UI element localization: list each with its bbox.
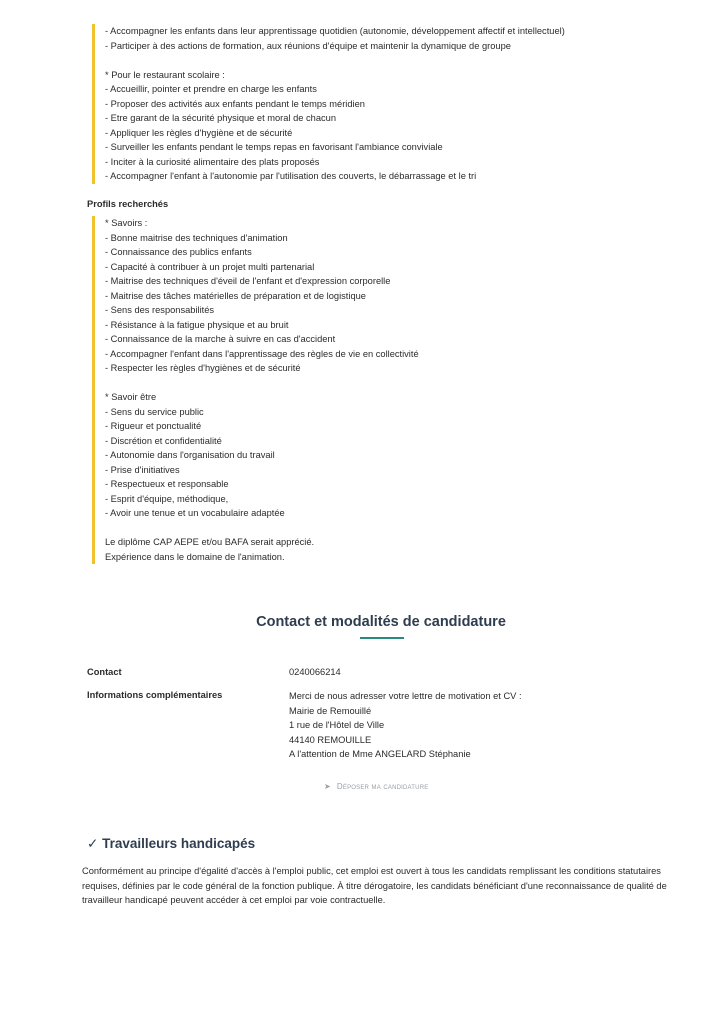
contact-title: Contact et modalités de candidature xyxy=(256,614,506,630)
line: - Maitrise des tâches matérielles de préparation et de logistique xyxy=(105,290,366,301)
line: - Avoir une tenue et un vocabulaire adaptée xyxy=(105,508,285,518)
line: * Savoir être xyxy=(105,392,157,402)
line: - Esprit d'équipe, méthodique, xyxy=(105,493,229,504)
line: - Etre garant de la sécurité physique et moral de chacun xyxy=(105,113,337,123)
line: - Surveiller les enfants pendant le temps repas en favorisant l'ambiance conviviale xyxy=(105,142,443,152)
line: - Prise d'initiatives xyxy=(105,464,180,475)
missions-block xyxy=(92,24,565,184)
line: - Autonomie dans l'organisation du travail xyxy=(105,450,275,460)
line: - Proposer des activités aux enfants pendant le temps méridien xyxy=(105,98,365,109)
line: - Inciter à la curiosité alimentaire des plats proposés xyxy=(105,156,320,167)
line: - Appliquer les règles d'hygiène et de sécurité xyxy=(105,127,293,138)
line: * Savoirs : xyxy=(105,218,148,228)
handicap-text: Conformément au principe d'égalité d'accès à l'emploi public, cet emploi est ouvert à tous les candidats remplissant les conditions statutaires requises, définies par le code général de la fonction publique. À titre dérogatoire, les candidats bénéficiant d'une reconnaissance de qualité de travailleur handicapé peuvent accéder à cet emploi par voie contractuelle. xyxy=(82,866,667,905)
line: - Rigueur et ponctualité xyxy=(105,421,202,431)
apply-button-label: Déposer ma candidature xyxy=(336,782,429,791)
line: - Sens des responsabilités xyxy=(105,305,215,315)
line: Le diplôme CAP AEPE et/ou BAFA serait apprécié. xyxy=(105,537,315,547)
profils-block xyxy=(92,216,419,564)
send-icon: ➤ xyxy=(324,782,331,791)
info-line: A l'attention de Mme ANGELARD Stéphanie xyxy=(289,749,471,759)
handicap-title xyxy=(87,836,255,852)
info-line: 1 rue de l'Hôtel de Ville xyxy=(289,720,385,730)
contact-label: Contact xyxy=(87,667,122,677)
line xyxy=(105,521,419,536)
line: - Participer à des actions de formation, aux réunions d'équipe et maintenir la dynamique de groupe xyxy=(105,40,511,51)
line: - Accueillir, pointer et prendre en charge les enfants xyxy=(105,84,317,94)
line: - Résistance à la fatigue physique et au bruit xyxy=(105,319,289,330)
line: - Accompagner l'enfant à l'autonomie par l'utilisation des couverts, le débarrassage et le tri xyxy=(105,171,477,181)
line: - Sens du service public xyxy=(105,406,204,417)
line: * Pour le restaurant scolaire : xyxy=(105,69,225,80)
line xyxy=(105,53,565,68)
info-label: Informations complémentaires xyxy=(87,690,223,700)
info-value xyxy=(289,689,522,762)
line: - Bonne maitrise des techniques d'animation xyxy=(105,232,288,243)
info-line: Mairie de Remouillé xyxy=(289,705,372,716)
line: - Maitrise des techniques d'éveil de l'enfant et d'expression corporelle xyxy=(105,276,391,286)
contact-value: 0240066214 xyxy=(289,667,341,677)
title-underline xyxy=(360,637,404,639)
line: - Connaissance de la marche à suivre en cas d'accident xyxy=(105,334,336,344)
line xyxy=(105,376,419,391)
profils-label: Profils recherchés xyxy=(87,199,169,209)
check-icon: ✓ xyxy=(87,836,99,851)
line: - Connaissance des publics enfants xyxy=(105,247,252,257)
line: - Capacité à contribuer à un projet multi partenarial xyxy=(105,261,315,272)
line: - Discrétion et confidentialité xyxy=(105,435,222,446)
info-line: 44140 REMOUILLE xyxy=(289,734,372,745)
line: - Respectueux et responsable xyxy=(105,479,229,489)
apply-button[interactable] xyxy=(324,782,428,791)
line: - Accompagner les enfants dans leur apprentissage quotidien (autonomie, développement affectif et intellectuel) xyxy=(105,26,565,36)
line: Expérience dans le domaine de l'animation. xyxy=(105,551,285,562)
info-line: Merci de nous adresser votre lettre de motivation et CV : xyxy=(289,691,522,701)
line: - Accompagner l'enfant dans l'apprentissage des règles de vie en collectivité xyxy=(105,348,419,359)
line: - Respecter les règles d'hygiènes et de sécurité xyxy=(105,363,301,373)
handicap-title-text: Travailleurs handicapés xyxy=(102,836,256,851)
